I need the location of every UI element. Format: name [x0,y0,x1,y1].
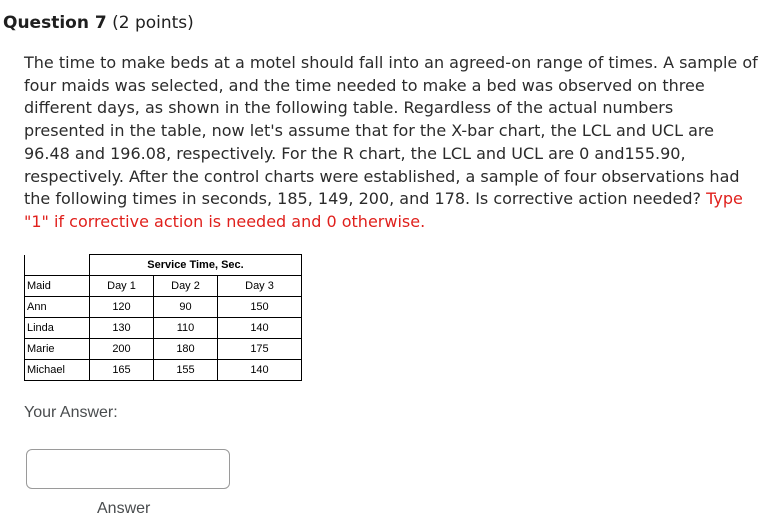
table-row [25,297,302,318]
column-header-day-3: Day 3 [218,276,302,297]
cell-maid-name: Marie [25,339,90,360]
cell-day-1: 200 [90,339,154,360]
answer-field-label: Answer [97,500,151,517]
column-header-day-2: Day 2 [154,276,218,297]
cell-day-1: 165 [90,360,154,381]
table-row [25,339,302,360]
question-text [24,52,759,234]
cell-day-2: 155 [154,360,218,381]
table-corner-cell [25,255,90,276]
cell-maid-name: Linda [25,318,90,339]
cell-day-1: 120 [90,297,154,318]
column-header-day-1: Day 1 [90,276,154,297]
table-group-header: Service Time, Sec. [90,255,302,276]
your-answer-label: Your Answer: [24,404,118,421]
table-group-header-row [25,255,302,276]
cell-maid-name: Ann [25,297,90,318]
question-body: The time to make beds at a motel should fall into an agreed-on range of times. A sample of four maids was selected, and the time needed to make a bed was observed on three different days, as shown in the following table. Regardless of the actual numbers presented in the table, now let's assume that for the X-bar chart, the LCL and UCL are 96.48 and 196.08, respectively. For the R chart, the LCL and UCL are 0 and155.90, respectively. After the control charts were established, a sample of four observations had the following times in seconds, 185, 149, 200, and 178. Is corrective action needed? [24,53,758,209]
cell-day-2: 180 [154,339,218,360]
question-title: Question 7 [3,13,107,33]
table-header-row [25,276,302,297]
cell-day-2: 110 [154,318,218,339]
column-header-maid: Maid [25,276,90,297]
cell-day-3: 175 [218,339,302,360]
question-header [3,12,194,34]
table-row [25,360,302,381]
answer-instruction: Type "1" if corrective action is needed and 0 otherwise. [24,189,743,231]
table-row [25,318,302,339]
cell-day-2: 90 [154,297,218,318]
answer-input[interactable] [26,449,230,489]
cell-day-3: 150 [218,297,302,318]
cell-day-1: 130 [90,318,154,339]
service-time-table [24,254,302,381]
cell-maid-name: Michael [25,360,90,381]
cell-day-3: 140 [218,360,302,381]
question-points: (2 points) [112,13,194,33]
cell-day-3: 140 [218,318,302,339]
